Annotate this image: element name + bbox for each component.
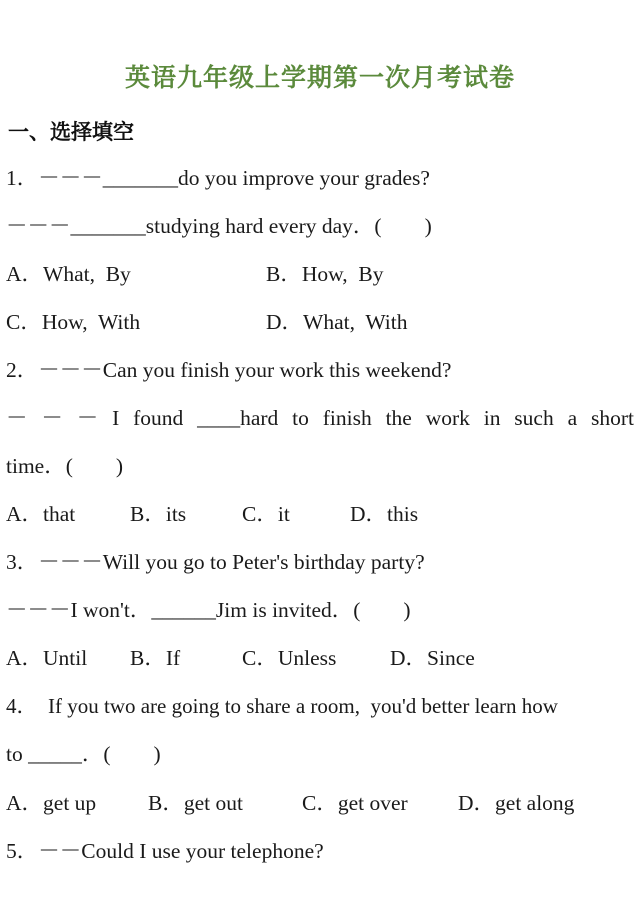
question-4-option-b: B．get out xyxy=(148,791,243,815)
question-2-word: I xyxy=(112,406,120,430)
question-2-line-3: time．( ) xyxy=(6,454,124,478)
section-heading: 一、选择填空 xyxy=(8,120,134,144)
question-2-word: finish xyxy=(322,406,372,430)
question-2-word: － xyxy=(6,406,28,430)
question-1-option-c: C．How, With xyxy=(6,310,141,334)
question-2-word: － xyxy=(76,406,99,430)
question-3-option-b: B．If xyxy=(130,646,181,670)
question-2-option-c: C．it xyxy=(242,502,290,526)
question-5-line-1: 5．－－Could I use your telephone? xyxy=(6,839,324,863)
question-2-word: the xyxy=(385,406,412,430)
question-4-line-1: 4． If you two are going to share a room, you'd better learn how xyxy=(6,694,558,718)
page-title: 英语九年级上学期第一次月考试卷 xyxy=(124,63,515,92)
question-1-option-a: A．What, By xyxy=(6,262,131,286)
question-3-option-a: A．Until xyxy=(6,646,88,670)
question-4-line-2: to _____．( ) xyxy=(6,742,161,766)
question-2-option-d: D．this xyxy=(350,502,419,526)
question-3-option-c: C．Unless xyxy=(242,646,337,670)
question-1-option-d: D．What, With xyxy=(266,310,408,334)
question-3-line-1: 3．－－－Will you go to Peter's birthday party? xyxy=(6,550,425,574)
question-4-option-a: A．get up xyxy=(6,791,97,815)
question-1-line-2: －－－_______studying hard every day．( ) xyxy=(6,214,432,238)
question-1-option-b: B．How, By xyxy=(266,262,384,286)
question-2-word: work xyxy=(425,406,470,430)
question-4-option-c: C．get over xyxy=(302,791,408,815)
question-2-word: found xyxy=(133,406,184,430)
question-2-option-a: A．that xyxy=(6,502,76,526)
question-3-option-d: D．Since xyxy=(390,646,475,670)
question-2-line-2 xyxy=(6,404,634,432)
question-2-line-1: 2．－－－Can you finish your work this weekend? xyxy=(6,358,452,382)
question-2-word: in xyxy=(483,406,501,430)
question-3-line-2: －－－I won't．______Jim is invited．( ) xyxy=(6,598,411,622)
question-2-word: a xyxy=(567,406,578,430)
question-1-line-1: 1．－－－_______do you improve your grades? xyxy=(6,166,430,190)
question-2-word: short xyxy=(590,406,634,430)
question-2-option-b: B．its xyxy=(130,502,187,526)
question-2-word: such xyxy=(514,406,554,430)
question-2-word: － xyxy=(41,406,63,430)
question-4-option-d: D．get along xyxy=(458,791,575,815)
question-2-word: ____hard xyxy=(197,406,279,430)
question-2-word: to xyxy=(292,406,309,430)
